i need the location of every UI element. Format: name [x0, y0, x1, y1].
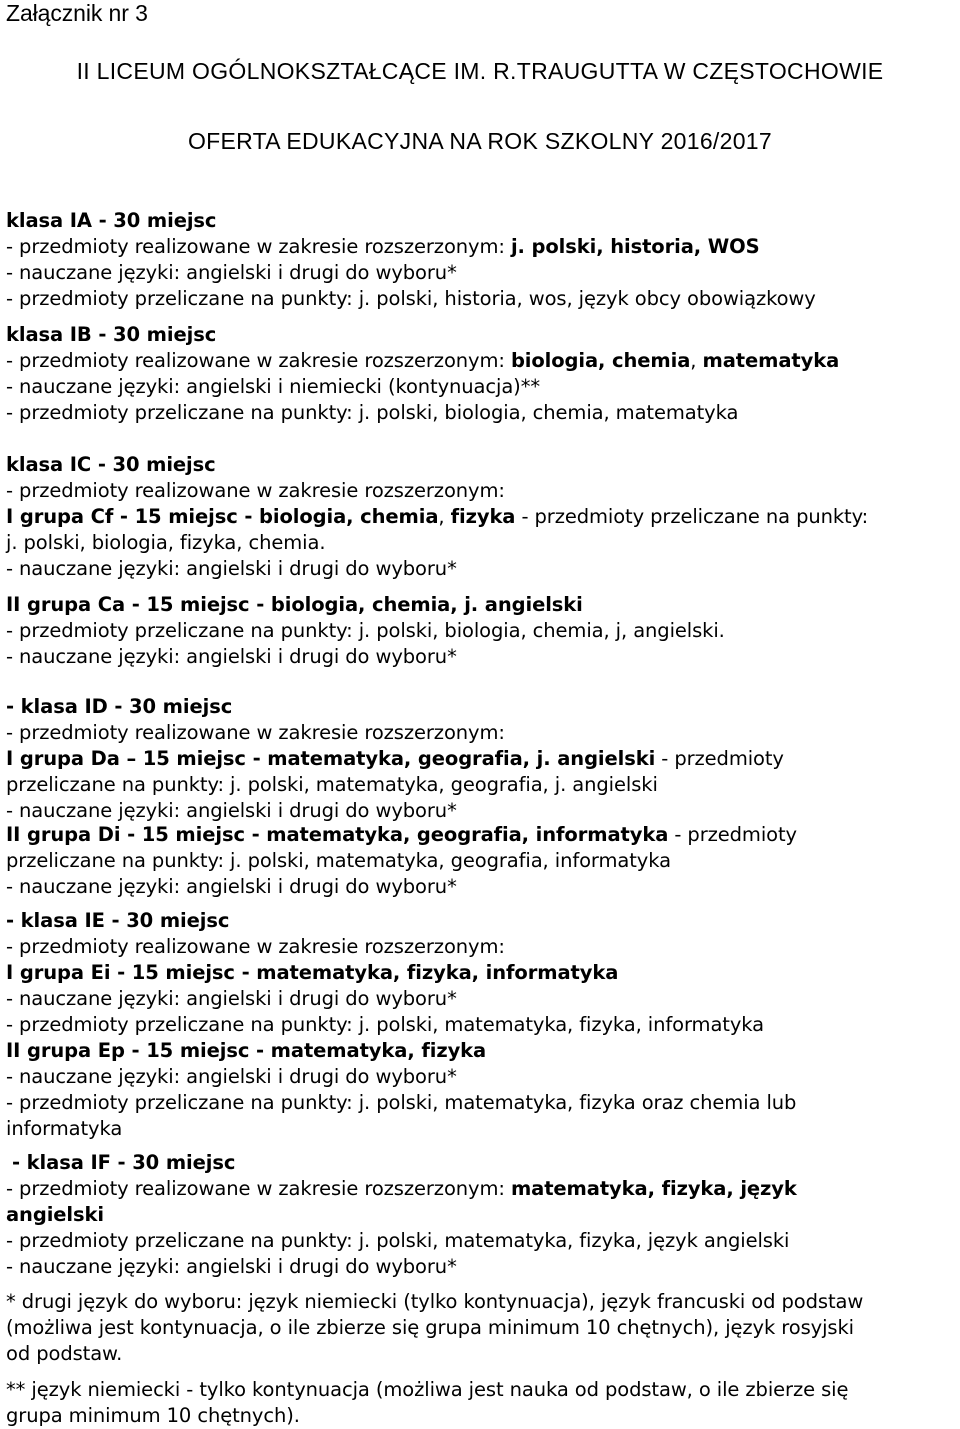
offer-title: OFERTA EDUKACYJNA NA ROK SZKOLNY 2016/2017 — [187, 128, 772, 154]
text: - nauczane języki: angielski i drugi do wyboru* — [6, 799, 457, 822]
bold-text: II grupa Ca - 15 miejsc - biologia, chemia, j. angielski — [6, 593, 583, 616]
text: - przedmioty realizowane w zakresie rozszerzonym: — [6, 721, 505, 744]
school-name: II LICEUM OGÓLNOKSZTAŁCĄCE IM. R.TRAUGUTTA W CZĘSTOCHOWIE — [76, 58, 884, 84]
text: - przedmioty przeliczane na punkty: j. polski, matematyka, fizyka, język angielski — [6, 1229, 790, 1252]
text-line — [12, 1150, 235, 1176]
text: - przedmioty realizowane w zakresie rozszerzonym: — [6, 1177, 511, 1200]
text-line — [6, 618, 725, 644]
text: - nauczane języki: angielski i drugi do wyboru* — [6, 987, 457, 1010]
text-line — [6, 478, 505, 504]
bold-text: biologia, chemia — [510, 349, 691, 372]
text: - przedmioty realizowane w zakresie rozszerzonym: — [6, 235, 511, 258]
text-line — [6, 234, 760, 260]
bold-text: matematyka, fizyka, język — [510, 1177, 797, 1200]
bold-text: II grupa Di - 15 miejsc - matematyka, geografia, informatyka — [6, 823, 669, 846]
text-line — [6, 848, 671, 874]
text-line — [6, 1202, 104, 1228]
text: - nauczane języki: angielski i niemiecki (kontynuacja)** — [6, 375, 540, 398]
text-line — [6, 934, 505, 960]
text: - przedmioty przeliczane na punkty: j. polski, biologia, chemia, matematyka — [6, 401, 739, 424]
bold-text: angielski — [6, 1203, 104, 1226]
text: - przedmioty realizowane w zakresie rozszerzonym: — [6, 349, 511, 372]
text: od podstaw. — [6, 1342, 123, 1365]
text-line — [6, 694, 232, 720]
bold-text: I grupa Ei - 15 miejsc - matematyka, fizyka, informatyka — [6, 961, 619, 984]
text-line — [6, 1038, 486, 1064]
text-line — [6, 452, 216, 478]
text: informatyka — [6, 1117, 123, 1140]
text: przeliczane na punkty: j. polski, matematyka, geografia, j. angielski — [6, 773, 658, 796]
text-line — [6, 908, 229, 934]
text: - przedmioty — [655, 747, 784, 770]
bold-text: klasa IA - 30 miejsc — [6, 209, 217, 232]
text-line — [6, 822, 797, 848]
text-line — [6, 348, 839, 374]
text: , — [690, 349, 703, 372]
text-line — [6, 1228, 789, 1254]
text-line — [6, 400, 738, 426]
text-line — [6, 772, 658, 798]
bold-text: - klasa IE - 30 miejsc — [6, 909, 230, 932]
text-line — [6, 874, 457, 900]
text: - przedmioty przeliczane na punkty: j. polski, matematyka, fizyka, informatyka — [6, 1013, 764, 1036]
bold-text: I grupa Cf - 15 miejsc - biologia, chemia — [6, 505, 439, 528]
bold-text: - klasa IF - 30 miejsc — [12, 1151, 236, 1174]
text-line — [6, 644, 457, 670]
bold-text: I grupa Da – 15 miejsc - matematyka, geografia, j. angielski — [6, 747, 656, 770]
text-line — [6, 1377, 848, 1403]
text: - przedmioty przeliczane na punkty: j. polski, biologia, chemia, j, angielski. — [6, 619, 725, 642]
text-line — [6, 986, 457, 1012]
text: - nauczane języki: angielski i drugi do wyboru* — [6, 1065, 457, 1088]
bold-text: fizyka — [450, 505, 516, 528]
text: - przedmioty przeliczane na punkty: — [515, 505, 869, 528]
text-line — [6, 530, 325, 556]
text-line — [6, 286, 816, 312]
text: - przedmioty realizowane w zakresie rozszerzonym: — [6, 935, 505, 958]
bold-text: klasa IB - 30 miejsc — [6, 323, 217, 346]
text-line — [6, 592, 583, 618]
text-line — [6, 960, 618, 986]
text: - przedmioty — [668, 823, 797, 846]
text-line — [6, 1403, 300, 1429]
text-line — [6, 504, 868, 530]
text-line — [6, 720, 505, 746]
text: - nauczane języki: angielski i drugi do wyboru* — [6, 261, 457, 284]
text-line — [6, 260, 457, 286]
text-line — [6, 798, 457, 824]
text: (możliwa jest kontynuacja, o ile zbierze się grupa minimum 10 chętnych), język rosyjski — [6, 1316, 854, 1339]
text-line — [6, 374, 540, 400]
attachment-label: Załącznik nr 3 — [6, 0, 148, 26]
text-line — [6, 1176, 797, 1202]
bold-text: II grupa Ep - 15 miejsc - matematyka, fizyka — [6, 1039, 487, 1062]
text-line — [6, 556, 457, 582]
text: - nauczane języki: angielski i drugi do wyboru* — [6, 645, 457, 668]
text-line — [6, 1315, 854, 1341]
text-line — [6, 1064, 457, 1090]
text: - przedmioty przeliczane na punkty: j. polski, matematyka, fizyka oraz chemia lub — [6, 1091, 797, 1114]
text-line — [6, 322, 216, 348]
text-line — [6, 1254, 457, 1280]
bold-text: j. polski, historia, WOS — [510, 235, 760, 258]
text: , — [438, 505, 451, 528]
text: - nauczane języki: angielski i drugi do wyboru* — [6, 1255, 457, 1278]
text-line — [6, 1289, 863, 1315]
text-line — [6, 746, 784, 772]
text: - przedmioty realizowane w zakresie rozszerzonym: — [6, 479, 505, 502]
text-line — [6, 1341, 122, 1367]
text: - przedmioty przeliczane na punkty: j. polski, historia, wos, język obcy obowiązkowy — [6, 287, 816, 310]
text: * drugi język do wyboru: język niemiecki (tylko kontynuacja), język francuski od podstaw — [6, 1290, 864, 1313]
text-line — [6, 208, 216, 234]
bold-text: matematyka — [702, 349, 840, 372]
bold-text: klasa IC - 30 miejsc — [6, 453, 216, 476]
text-line — [6, 1090, 796, 1116]
text: grupa minimum 10 chętnych). — [6, 1404, 300, 1427]
text-line — [6, 1012, 764, 1038]
text: j. polski, biologia, fizyka, chemia. — [6, 531, 326, 554]
text-line — [6, 1116, 122, 1142]
text: - nauczane języki: angielski i drugi do wyboru* — [6, 557, 457, 580]
text: - nauczane języki: angielski i drugi do wyboru* — [6, 875, 457, 898]
text: przeliczane na punkty: j. polski, matematyka, geografia, informatyka — [6, 849, 671, 872]
text: ** język niemiecki - tylko kontynuacja (możliwa jest nauka od podstaw, o ile zbierze się — [6, 1378, 849, 1401]
bold-text: - klasa ID - 30 miejsc — [6, 695, 233, 718]
